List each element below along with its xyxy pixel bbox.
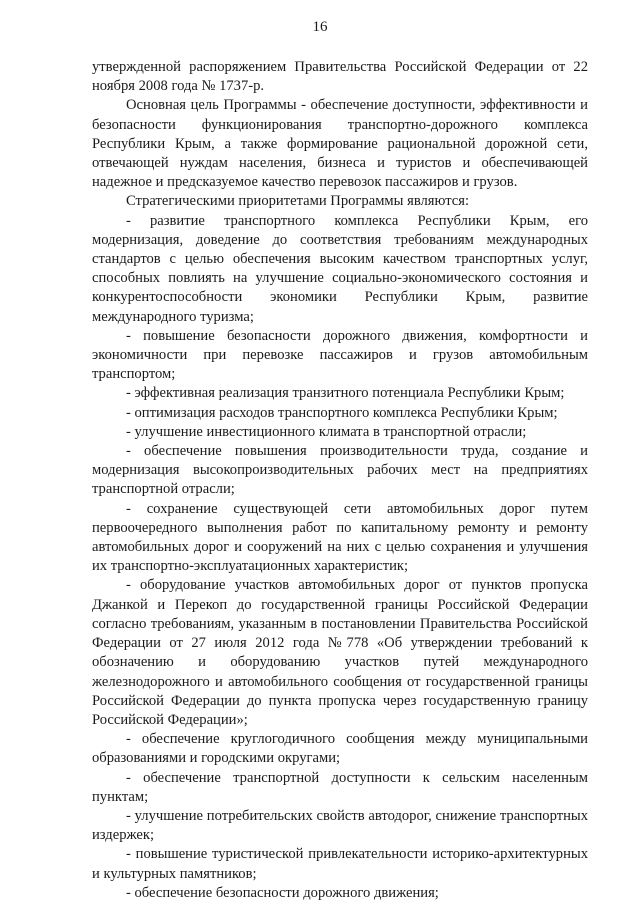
page-number: 16: [312, 19, 328, 35]
list-item-priority: - обеспечение повышения производительности труда, создание и модернизация высокопроизводительных рабочих мест на предприятиях транспортной отрасли;: [92, 443, 588, 498]
list-item-priority: - эффективная реализация транзитного потенциала Республики Крым;: [126, 385, 565, 402]
list-item-priority: - повышение безопасности дорожного движения, комфортности и экономичности при перевозке пассажиров и грузов автомобильным транспортом;: [92, 327, 588, 383]
list-item-priority: - повышение туристической привлекательности историко-архитектурных и культурных памятников;: [92, 846, 588, 882]
list-item-priority: - обеспечение безопасности дорожного движения;: [126, 884, 439, 901]
paragraph-continuation: утвержденной распоряжением Правительства Российской Федерации от 22 ноября 2008 года № 1737-р.: [92, 59, 588, 95]
list-item-priority: - улучшение инвестиционного климата в транспортной отрасли;: [126, 423, 527, 440]
document-body: [92, 58, 588, 903]
list-item-priority: - развитие транспортного комплекса Республики Крым, его модернизация, доведение до соответствия требованиям международных стандартов с целью обеспечения высоким качеством транспортных услуг, способных повлиять на улучшение социально-экономического состояния и конкурентоспособности экономики Республики Крым, развитие международного туризма;: [92, 212, 588, 325]
list-item-priority: - оборудование участков автомобильных дорог от пунктов пропуска Джанкой и Перекоп до государственной границы Российской Федерации согласно требованиям, указанным в постановлении Правительства Российской Федерации от 27 июля 2012 года №778 «Об утверждении требований к обозначению и оборудованию участков путей международного железнодорожного и автомобильного сообщения от государственной границы Российской Федерации до пункта пропуска через государственную границу Российской Федерации»;: [92, 577, 588, 728]
list-item-priority: - оптимизация расходов транспортного комплекса Республики Крым;: [126, 404, 558, 421]
list-item-priority: - обеспечение круглогодичного сообщения между муниципальными образованиями и городскими округами;: [92, 731, 588, 767]
paragraph-main-goal: Основная цель Программы - обеспечение доступности, эффективности и безопасности функционирования транспортно-дорожного комплекса Республики Крым, а также формирование рациональной дорожной сети, отвечающей нуждам населения, бизнеса и туристов и обеспечивающей надежное и предсказуемое качество перевозок пассажиров и грузов.: [92, 97, 588, 191]
list-item-priority: - обеспечение транспортной доступности к сельским населенным пунктам;: [92, 769, 588, 805]
list-item-priority: - сохранение существующей сети автомобильных дорог путем первоочередного выполнения работ по капитальному ремонту и ремонту автомобильных дорог и сооружений на них с целью сохранения и улучшения их транспортно-эксплуатационных характеристик;: [92, 500, 588, 575]
paragraph-priorities-heading: Стратегическими приоритетами Программы являются:: [126, 193, 470, 210]
list-item-priority: - улучшение потребительских свойств автодорог, снижение транспортных издержек;: [92, 807, 588, 844]
